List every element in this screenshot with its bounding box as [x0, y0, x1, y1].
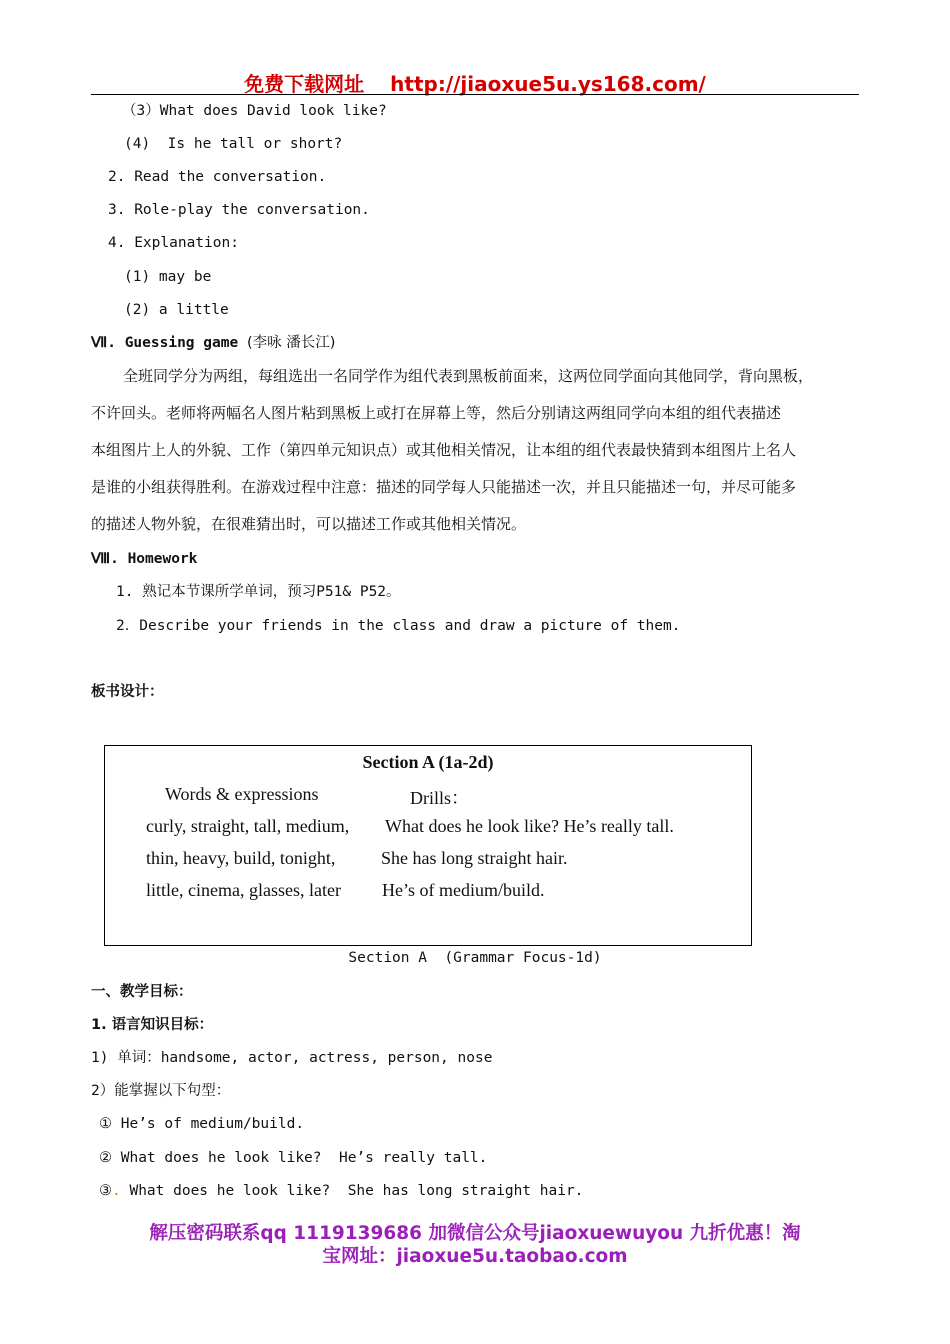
paragraph-line: 的描述人物外貌，在很难猜出时，可以描述工作或其他相关情况。: [91, 515, 527, 533]
board-drill-line: What does he look like? He’s really tall.: [385, 816, 674, 836]
objectives-heading: 一、教学目标：: [91, 984, 193, 1000]
section-8-heading: Ⅷ. Homework: [91, 551, 198, 567]
vocabulary-line: 1) 单词：handsome, actor, actress, person, nose: [91, 1050, 493, 1066]
paragraph-line: 本组图片上人的外貌、工作（第四单元知识点）或其他相关情况，让本组的组代表最快猜到本组图片上名人: [91, 441, 797, 459]
guessing-game-paragraph: [91, 358, 867, 543]
question-4: (4) Is he tall or short?: [124, 136, 343, 152]
patterns-label: 2）能掌握以下句型：: [91, 1083, 231, 1099]
header-label: 免费下载网址: [244, 72, 365, 96]
explanation-1: (1) may be: [124, 269, 212, 285]
board-design-box: [104, 745, 752, 946]
board-left-header: Words & expressions: [165, 784, 319, 804]
board-words-line: little, cinema, glasses, later: [146, 880, 341, 900]
board-words-line: curly, straight, tall, medium,: [146, 816, 350, 836]
step-4: 4. Explanation:: [108, 235, 239, 251]
pattern-3: ③. What does he look like? She has long straight hair.: [99, 1183, 584, 1199]
paragraph-line: 全班同学分为两组，每组选出一名同学作为组代表到黑板前面来，这两位同学面向其他同学，背向黑板，: [123, 367, 814, 385]
header-url[interactable]: http://jiaoxue5u.ys168.com/: [390, 72, 706, 96]
board-drill-line: He’s of medium/build.: [382, 880, 545, 900]
step-2: 2. Read the conversation.: [108, 169, 327, 185]
board-design-label: 板书设计：: [91, 684, 164, 700]
homework-item-1: 1. 熟记本节课所学单词，预习P51& P52。: [116, 584, 401, 600]
language-goal-heading: 1. 语言知识目标：: [91, 1017, 214, 1033]
step-3: 3. Role-play the conversation.: [108, 202, 370, 218]
board-words-line: thin, heavy, build, tonight,: [146, 848, 336, 868]
board-drill-line: She has long straight hair.: [381, 848, 568, 868]
page-header: [0, 68, 950, 97]
board-title: Section A (1a-2d): [362, 752, 494, 772]
footer-line-1: 解压密码联系qq 1119139686 加微信公众号jiaoxuewuyou 九折优惠！淘: [149, 1223, 801, 1244]
explanation-2: (2) a little: [124, 302, 229, 318]
next-section-title: Section A (Grammar Focus-1d): [348, 950, 602, 966]
paragraph-line: 是谁的小组获得胜利。在游戏过程中注意：描述的同学每人只能描述一次，并且只能描述一句，并尽可能多: [91, 478, 797, 496]
footer-line-2[interactable]: 宝网址：jiaoxue5u.taobao.com: [322, 1246, 628, 1267]
homework-item-2: 2．Describe your friends in the class and draw a picture of them.: [116, 618, 681, 634]
header-rule: [91, 94, 859, 95]
pattern-1: ① He’s of medium/build.: [99, 1116, 305, 1132]
question-3: （3）What does David look like?: [122, 103, 387, 119]
board-right-header: Drills：: [410, 788, 470, 808]
pattern-2: ② What does he look like? He’s really tall.: [99, 1150, 488, 1166]
paragraph-line: 不许回头。老师将两幅名人图片粘到黑板上或打在屏幕上等，然后分别请这两组同学向本组的组代表描述: [91, 404, 782, 422]
section-7-heading: Ⅶ. Guessing game (李咏 潘长江): [91, 335, 336, 351]
